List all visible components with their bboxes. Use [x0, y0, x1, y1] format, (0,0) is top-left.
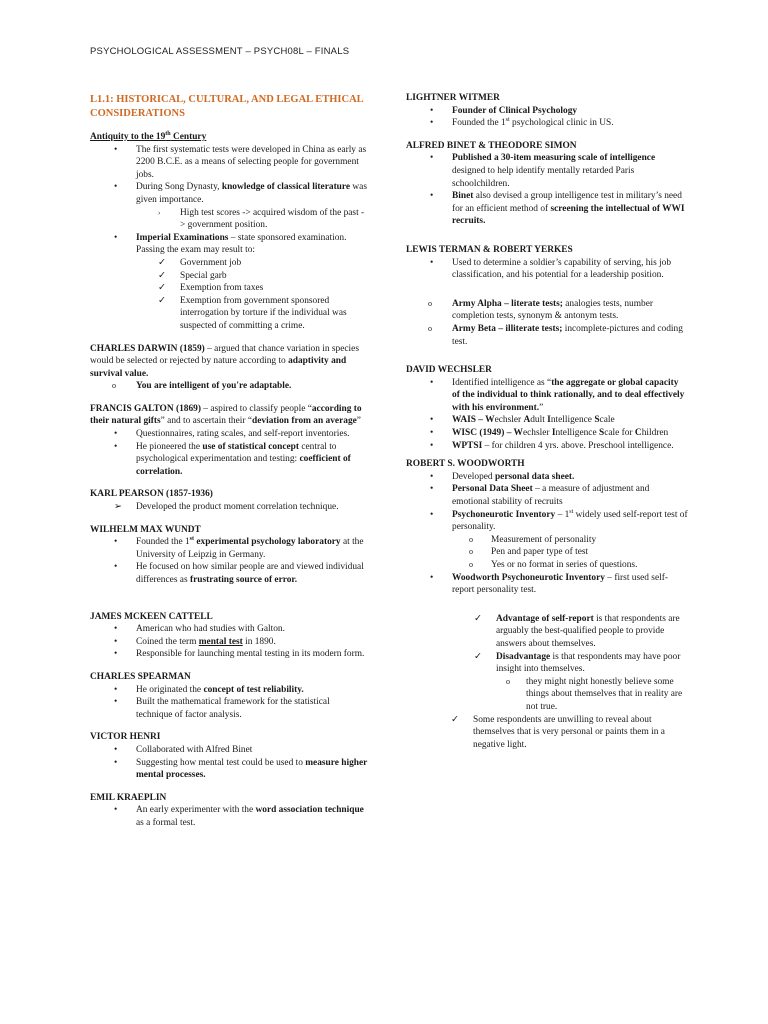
witmer-heading: LIGHTNER WITMER — [406, 93, 500, 103]
list-item: o You are intelligent of you're adaptable. — [112, 381, 292, 392]
list-item: • Psychoneurotic Inventory – 1st widely used self-report test of personality. — [430, 508, 688, 533]
section-title: L1.1: HISTORICAL, CULTURAL, AND LEGAL ETHICAL CONSIDERATIONS — [90, 94, 364, 119]
list-item: • American who had studies with Galton. — [114, 624, 285, 635]
spearman-heading: CHARLES SPEARMAN — [90, 671, 191, 682]
list-item: • Woodworth Psychoneurotic Inventory – first used self-report personality test. — [430, 572, 668, 596]
list-item: • Identified intelligence as “the aggregate or global capacity of the individual to think rationally, and to deal effectively with his environment.” — [430, 377, 685, 413]
list-item: • He pioneered the use of statistical concept central to psychological experimentation and testing: coefficient of correlation. — [114, 441, 351, 477]
list-item: • He focused on how similar people are and viewed individual differences as frustrating source of error. — [114, 562, 364, 585]
henri-heading: VICTOR HENRI — [90, 732, 161, 743]
list-item: • During Song Dynasty, knowledge of classical literature was given importance. — [114, 182, 367, 205]
check-item: ✓ Some respondents are unwilling to reveal about themselves that is very personal or paints them in a negative light. — [451, 714, 665, 750]
list-item: • Used to determine a soldier’s capability of serving, his job classification, and his potential for a leadership position. — [430, 257, 672, 281]
list-item: o Army Alpha – literate tests; analogies tests, number completion tests, synonym & antonym tests. — [428, 298, 654, 322]
list-item: o Pen and paper type of test — [469, 547, 589, 558]
list-item: o they might night honestly believe some things about themselves that in reality are not true. — [506, 676, 683, 712]
witmer-list — [406, 105, 688, 130]
antiquity-heading: Antiquity to the 19th Century — [90, 130, 207, 142]
list-item: • Founded the 1st psychological clinic in US. — [430, 117, 614, 129]
list-item: • Collaborated with Alfred Binet — [114, 744, 253, 755]
list-item: › High test scores -> acquired wisdom of the past -> government position. — [158, 207, 365, 231]
list-item: o Army Beta – illiterate tests; incomplete-pictures and coding test. — [428, 323, 683, 347]
darwin-paragraph: CHARLES DARWIN (1859) – argued that chance variation in species would be selected or rejected by nature according to adaptivity and survival value. — [90, 343, 359, 379]
list-item: • An early experimenter with the word association technique as a formal test. — [114, 805, 364, 828]
list-item: o Measurement of personality — [469, 534, 597, 545]
pearson-heading: KARL PEARSON (1857-1936) — [90, 489, 213, 500]
terman-list — [406, 257, 688, 282]
cattell-heading: JAMES MCKEEN CATTELL — [90, 611, 213, 622]
kraeplin-list — [90, 804, 368, 829]
wundt-list — [90, 536, 368, 586]
list-item: o Yes or no format in series of questions. — [469, 560, 638, 570]
binet-heading: ALFRED BINET & THEODORE SIMON — [406, 140, 577, 151]
kraeplin-heading: EMIL KRAEPLIN — [90, 792, 167, 803]
check-item: ✓ Government job — [158, 257, 242, 268]
self-report-list — [406, 613, 688, 752]
list-item: • WPTSI – for children 4 yrs. above. Preschool intelligence. — [430, 440, 674, 451]
list-item: • Founded the 1st experimental psychology laboratory at the University of Leipzig in Germany. — [114, 536, 364, 560]
darwin-list — [90, 380, 368, 393]
henri-list — [90, 744, 368, 782]
list-item: • Personal Data Sheet – a measure of adjustment and emotional stability of recruits — [430, 484, 650, 508]
spearman-list — [90, 684, 368, 722]
woodworth-heading: ROBERT S. WOODWORTH — [406, 459, 525, 470]
galton-list — [90, 428, 368, 478]
list-item: • WAIS – Wechsler Adult Intelligence Scale — [430, 415, 615, 426]
check-item: ✓ Disadvantage is that respondents may have poor insight into themselves. — [474, 651, 681, 675]
wechsler-list — [406, 377, 688, 453]
list-item: ➢ Developed the product moment correlation technique. — [114, 502, 339, 513]
antiquity-list — [90, 144, 368, 333]
wechsler-heading: DAVID WECHSLER — [406, 365, 492, 376]
list-item: • Built the mathematical framework for the statistical technique of factor analysis. — [114, 697, 330, 720]
list-item: • Binet also devised a group intelligence test in military’s need for an efficient method of screening the intellectual of WWI recruits. — [430, 191, 685, 227]
check-item: ✓ Exemption from government sponsored interrogation by torture if the individual was suspected of committing a crime. — [158, 295, 347, 331]
left-column — [90, 92, 368, 830]
list-item: • Published a 30-item measuring scale of intelligence designed to help identify mentally retarded Paris schoolchildren. — [430, 153, 656, 189]
list-item: • Responsible for launching mental testing in its modern form. — [114, 649, 365, 660]
check-item: ✓ Special garb — [158, 270, 227, 281]
terman-tests-list — [406, 298, 688, 348]
pearson-list — [90, 501, 368, 514]
list-item: • Developed personal data sheet. — [430, 471, 575, 482]
woodworth-list — [406, 471, 688, 597]
list-item: • Coined the term mental test in 1890. — [114, 636, 276, 647]
list-item: • Questionnaires, rating scales, and self-report inventories. — [114, 429, 350, 440]
list-item: • Imperial Examinations – state sponsored examination. Passing the exam may result to: — [114, 232, 347, 256]
list-item: • The first systematic tests were developed in China as early as 2200 B.C.E. as a means of selecting people for government jobs. — [114, 144, 367, 180]
binet-list — [406, 152, 688, 228]
running-header: PSYCHOLOGICAL ASSESSMENT – PSYCH08L – FINALS — [90, 46, 350, 57]
right-column — [406, 92, 688, 751]
galton-paragraph: FRANCIS GALTON (1869) – aspired to classify people “according to their natural gifts” and to ascertain their “deviation from an average” — [90, 403, 362, 427]
cattell-list — [90, 623, 368, 661]
list-item: • Suggesting how mental test could be used to measure higher mental processes. — [114, 757, 368, 781]
list-item: • WISC (1949) – Wechsler Intelligence Scale for Children — [430, 428, 669, 439]
list-item: • Founder of Clinical Psychology — [430, 105, 578, 116]
list-item: • He originated the concept of test reliability. — [114, 684, 304, 695]
check-item: ✓ Advantage of self-report is that respondents are arguably the best-qualified people to provide answers about themselves. — [474, 613, 680, 649]
terman-heading: LEWIS TERMAN & ROBERT YERKES — [406, 244, 573, 255]
wundt-heading: WILHELM MAX WUNDT — [90, 524, 201, 535]
check-item: ✓ Exemption from taxes — [158, 283, 264, 294]
